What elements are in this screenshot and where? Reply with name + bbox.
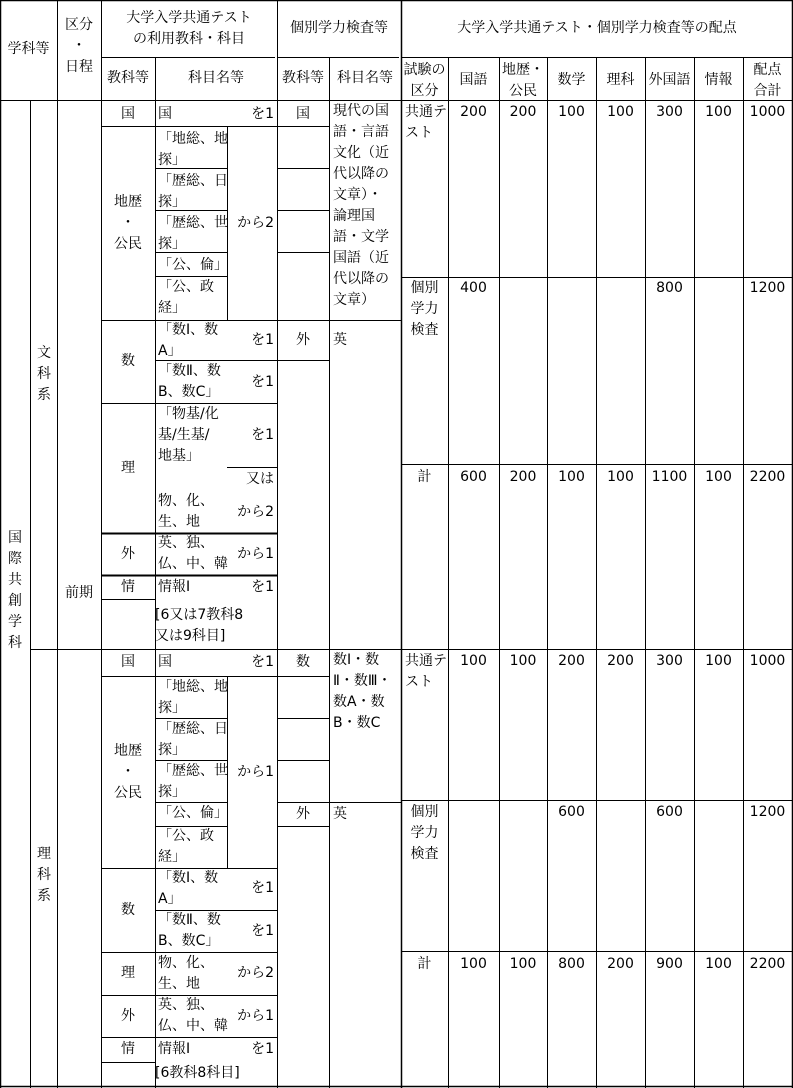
subject-name: 経」 <box>158 300 186 316</box>
score-value: 200 <box>607 653 634 669</box>
score-value: 100 <box>607 469 634 485</box>
score-value: 100 <box>509 956 537 972</box>
subject-name: 探」 <box>158 152 186 168</box>
exam-category-label: 計 <box>417 956 432 972</box>
individual-subject-name-header: 科目名等 <box>337 70 393 86</box>
subject-name: 「数Ⅱ、数 <box>158 912 221 928</box>
subject-group: ・ <box>121 215 135 231</box>
individual-subject-name: 数A・数 <box>333 694 385 710</box>
subject-name: 「公、倫」 <box>158 257 228 273</box>
score-column-header: 配点 <box>753 62 782 78</box>
subject-group: 理 <box>121 460 135 476</box>
score-value: 800 <box>656 280 683 296</box>
subject-name: 「物基/化 <box>158 406 219 422</box>
subject-name-header: 科目名等 <box>188 70 244 86</box>
exam-category-label: 共通テ <box>405 653 447 669</box>
subject-group-header: 教科等 <box>107 70 149 86</box>
selection-rule: から2 <box>237 504 274 520</box>
exam-category-label: 計 <box>417 469 432 485</box>
subject-name: 「数Ⅰ、数 <box>158 322 219 338</box>
subject-group: 国 <box>121 654 135 670</box>
individual-subject-group: 外 <box>296 332 310 348</box>
score-value: 1000 <box>749 653 786 669</box>
subject-name: 基/生基/ <box>158 427 210 443</box>
subject-group: 情 <box>121 1041 135 1057</box>
exam-category-label: 検査 <box>410 846 439 862</box>
score-value: 300 <box>656 104 683 120</box>
score-value: 100 <box>705 104 732 120</box>
individual-subject-group: 数 <box>296 654 310 670</box>
exam-category-header: 試験の <box>403 62 446 78</box>
selection-rule: を1 <box>251 654 274 670</box>
score-value: 100 <box>558 104 585 120</box>
score-column-header: 情報 <box>704 72 733 88</box>
score-column-header: 国語 <box>459 72 488 88</box>
score-value: 600 <box>656 804 683 820</box>
score-value: 100 <box>607 104 634 120</box>
subject-name: 探」 <box>158 700 186 716</box>
individual-subject-name: 代以降の <box>333 271 389 287</box>
exam-category-label: 学力 <box>410 825 439 841</box>
score-value: 200 <box>509 104 537 120</box>
subject-group: 地歴 <box>114 743 142 759</box>
faculty-label: 共 <box>8 572 22 588</box>
subject-name: 「歴総、日 <box>158 173 228 189</box>
score-value: 900 <box>656 956 683 972</box>
selection-rule: を1 <box>251 1041 274 1057</box>
category-schedule-header: 日程 <box>65 59 93 75</box>
exam-category-label: 共通テ <box>405 104 447 120</box>
schedule-label: 前期 <box>65 585 93 601</box>
subject-total: [6又は7教科8 <box>155 607 244 623</box>
score-value: 200 <box>607 956 634 972</box>
score-value: 100 <box>509 653 537 669</box>
subject-name: 英、独、 <box>158 535 214 551</box>
subject-group: ・ <box>121 764 135 780</box>
subject-name: 「歴総、日 <box>158 721 228 737</box>
exam-category-label: 学力 <box>410 301 439 317</box>
subject-name: 探」 <box>158 194 186 210</box>
selection-rule: を1 <box>251 106 274 122</box>
individual-subject-name: 語・文学 <box>333 229 389 245</box>
subject-name: 情報Ⅰ <box>158 1041 191 1057</box>
faculty-label: 創 <box>8 593 22 609</box>
score-column-header: 理科 <box>606 72 635 88</box>
subject-name: 「公、倫」 <box>158 805 228 821</box>
individual-subject-group: 外 <box>296 806 310 822</box>
subject-name: 「歴総、世 <box>158 763 228 779</box>
selection-rule: から2 <box>237 965 274 981</box>
subject-name: A」 <box>158 343 182 359</box>
science-track-label: 理 <box>37 846 51 862</box>
subject-group: 国 <box>121 106 135 122</box>
individual-subject-name: 英 <box>333 806 347 822</box>
department-header: 学科等 <box>7 41 50 57</box>
score-value: 100 <box>705 956 732 972</box>
faculty-label: 際 <box>8 551 22 567</box>
common-test-subjects-header: 大学入学共通テスト <box>126 10 252 26</box>
score-value: 100 <box>460 653 487 669</box>
individual-subject-name: B・数C <box>333 715 381 731</box>
science-track-label: 系 <box>37 888 51 904</box>
individual-subject-name: 文章）・ <box>333 187 382 203</box>
science-track-label: 科 <box>37 867 51 883</box>
faculty-label: 学 <box>8 614 22 630</box>
exam-category-label: スト <box>405 674 433 690</box>
subject-name: 経」 <box>158 849 186 865</box>
exam-category-label: 個別 <box>410 280 439 296</box>
selection-rule: を1 <box>251 332 274 348</box>
individual-subject-name: 代以降の <box>333 166 389 182</box>
subject-name: 探」 <box>158 742 186 758</box>
score-value: 100 <box>558 469 585 485</box>
common-test-subjects-header: の利用教科・科目 <box>133 31 245 47</box>
score-value: 600 <box>558 804 585 820</box>
subject-group: 数 <box>121 902 135 918</box>
exam-category-label: 個別 <box>410 804 439 820</box>
subject-group: 外 <box>121 546 135 562</box>
individual-subject-name: 国語（近 <box>333 250 389 266</box>
subject-name: 仏、中、韓 <box>158 1018 228 1034</box>
subject-name: 国 <box>158 106 172 122</box>
subject-name: 「公、政 <box>158 279 214 295</box>
subject-name: B、数C」 <box>158 933 220 949</box>
subject-group: 情 <box>121 579 135 595</box>
subject-group: 数 <box>121 353 135 369</box>
selection-rule: 又は <box>246 471 274 487</box>
score-value: 1200 <box>749 804 786 820</box>
subject-name: 生、地 <box>158 976 200 992</box>
individual-exam-header: 個別学力検査等 <box>290 20 388 36</box>
score-value: 400 <box>460 280 487 296</box>
category-schedule-header: ・ <box>72 38 86 54</box>
subject-group: 理 <box>121 965 135 981</box>
subject-name: 「公、政 <box>158 828 214 844</box>
individual-subject-name: 数Ⅰ・数 <box>333 652 380 668</box>
faculty-label: 国 <box>8 530 22 546</box>
subject-name: 物、化、 <box>158 493 214 509</box>
selection-rule: を1 <box>251 923 274 939</box>
score-column-header: 公民 <box>509 83 537 99</box>
subject-group: 地歴 <box>114 194 142 210</box>
score-value: 200 <box>460 104 487 120</box>
score-value: 600 <box>460 469 487 485</box>
score-column-header: 合計 <box>753 83 782 99</box>
score-value: 1100 <box>651 469 688 485</box>
score-allocation-header: 大学入学共通テスト・個別学力検査等の配点 <box>457 20 737 36</box>
exam-category-label: スト <box>405 125 433 141</box>
subject-name: 情報Ⅰ <box>158 579 191 595</box>
individual-subject-name: 文章） <box>333 292 375 308</box>
selection-rule: を1 <box>251 880 274 896</box>
individual-subject-name: 現代の国 <box>333 103 389 119</box>
subject-name: 国 <box>158 654 172 670</box>
subject-name: 生、地 <box>158 514 200 530</box>
exam-category-header: 区分 <box>410 83 439 99</box>
score-value: 800 <box>558 956 585 972</box>
selection-rule: から1 <box>237 764 274 780</box>
subject-name: 「数Ⅰ、数 <box>158 870 219 886</box>
selection-rule: を1 <box>251 427 274 443</box>
individual-subject-name: 英 <box>333 332 347 348</box>
subject-name: 「地総、地 <box>158 131 228 147</box>
subject-name: A」 <box>158 891 182 907</box>
subject-name: 「数Ⅱ、数 <box>158 363 221 379</box>
individual-subject-name: 文化（近 <box>333 145 389 161</box>
faculty-label: 科 <box>8 635 22 651</box>
individual-subject-name: 語・言語 <box>333 124 389 140</box>
score-value: 100 <box>460 956 487 972</box>
score-column-header: 地歴・ <box>502 62 544 78</box>
subject-name: 探」 <box>158 784 186 800</box>
subject-name: 仏、中、韓 <box>158 556 228 572</box>
subject-name: 「地総、地 <box>158 679 228 695</box>
subject-total: 又は9科目] <box>155 628 226 644</box>
individual-subject-name: Ⅱ・数Ⅲ・ <box>333 673 392 689</box>
subject-group: 外 <box>121 1008 135 1024</box>
subject-total: [6教科8科目] <box>155 1065 240 1081</box>
score-value: 300 <box>656 653 683 669</box>
subject-name: 英、独、 <box>158 997 214 1013</box>
selection-rule: から1 <box>237 1008 274 1024</box>
selection-rule: を1 <box>251 374 274 390</box>
subject-name: 探」 <box>158 236 186 252</box>
exam-category-label: 検査 <box>410 322 439 338</box>
score-value: 100 <box>705 653 732 669</box>
individual-subject-group-header: 教科等 <box>282 70 324 86</box>
humanities-track-label: 系 <box>37 387 51 403</box>
subject-name: 物、化、 <box>158 955 214 971</box>
score-value: 200 <box>558 653 585 669</box>
score-column-header: 外国語 <box>648 72 691 88</box>
selection-rule: から1 <box>237 546 274 562</box>
score-value: 2200 <box>749 956 786 972</box>
selection-rule: から2 <box>237 215 274 231</box>
humanities-track-label: 文 <box>37 345 51 361</box>
individual-subject-name: 論理国 <box>333 208 375 224</box>
score-value: 1200 <box>749 280 786 296</box>
selection-rule: を1 <box>251 579 274 595</box>
score-column-header: 数学 <box>557 72 586 88</box>
individual-subject-group: 国 <box>296 106 310 122</box>
category-schedule-header: 区分 <box>65 17 93 33</box>
score-value: 1000 <box>749 104 786 120</box>
score-value: 100 <box>705 469 732 485</box>
subject-group: 公民 <box>114 236 142 252</box>
subject-group: 公民 <box>114 785 142 801</box>
subject-name: B、数C」 <box>158 384 220 400</box>
subject-name: 「歴総、世 <box>158 215 228 231</box>
subject-name: 地基」 <box>158 448 200 464</box>
score-value: 200 <box>509 469 537 485</box>
humanities-track-label: 科 <box>37 366 51 382</box>
score-value: 2200 <box>749 469 786 485</box>
